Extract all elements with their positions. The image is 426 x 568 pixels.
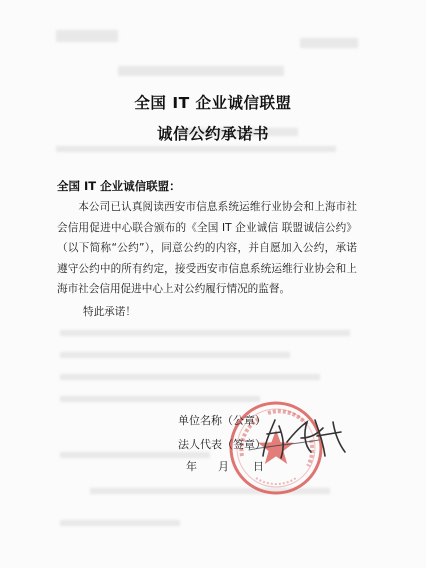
show-through-text (118, 66, 284, 76)
date-month-label: 月 (218, 460, 229, 473)
legal-representative-label: 法人代表（签章） (178, 438, 266, 451)
show-through-text (60, 520, 180, 526)
show-through-text (60, 374, 320, 380)
show-through-text (56, 30, 118, 42)
closing-statement: 特此承诺！ (83, 306, 136, 318)
unit-name-label: 单位名称（公章） (178, 414, 266, 427)
show-through-text (60, 330, 350, 336)
date-day-label: 日 (253, 460, 264, 473)
salutation: 全国 IT 企业诚信联盟： (57, 179, 181, 193)
show-through-text (300, 38, 358, 48)
show-through-text (56, 146, 336, 152)
show-through-text (60, 352, 290, 358)
handwritten-signature (245, 412, 355, 460)
date-year-label: 年 (186, 460, 197, 473)
document-subtitle: 诚信公约承诺书 (156, 125, 269, 143)
document-title: 全国 IT 企业诚信联盟 (134, 94, 292, 112)
body-paragraph: 本公司已认真阅读西安市信息系统运维行业协会和上海市社会信用促进中心联合颁布的《全国 IT 企业诚信 联盟诚信公约》（以下简称“公约”），同意公约的内容，并自愿加入公约，承诺遵守公约中的所有约定，接受西安市信息系统运维行业协会和上海市社会信用促进中心上对公约履行情况的监督。 (57, 201, 357, 295)
